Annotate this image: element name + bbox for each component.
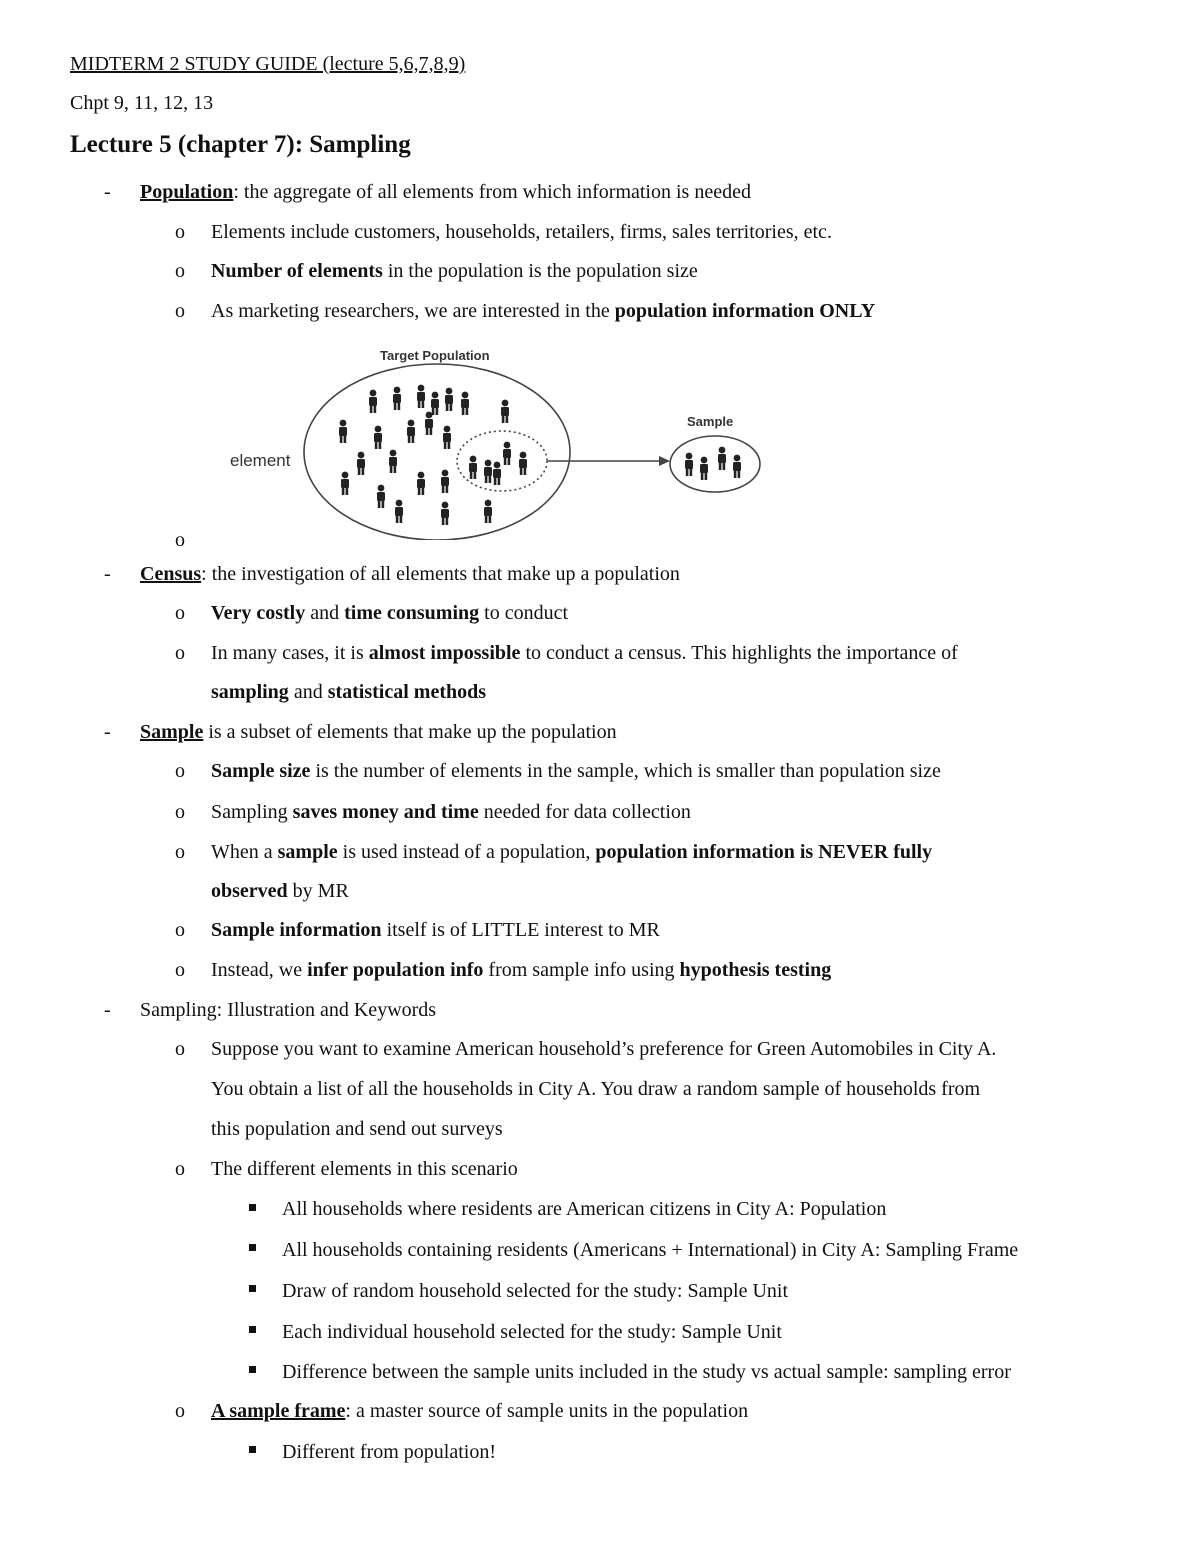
sample-bullet-4: Sample information itself is of LITTLE interest to MR — [211, 919, 660, 941]
population-bullet-2: Number of elements in the population is the population size — [211, 260, 698, 282]
chapters-line: Chpt 9, 11, 12, 13 — [70, 92, 214, 114]
illustration-para-line-2: You obtain a list of all the households in City A. You draw a random sample of households from — [211, 1078, 981, 1100]
population-bullet-3: As marketing researchers, we are interested in the population information ONLY — [211, 300, 876, 322]
circle-bullet: o — [175, 959, 185, 981]
sampling-diagram — [225, 340, 770, 540]
square-bullet — [249, 1446, 256, 1453]
sample-frame-def: A sample frame: a master source of sample units in the population — [211, 1400, 749, 1422]
census-def: Census: the investigation of all elements that make up a population — [140, 563, 680, 585]
circle-bullet: o — [175, 1400, 185, 1422]
square-bullet — [249, 1204, 256, 1211]
sample-people — [685, 447, 741, 480]
sample-bullet-2: Sampling saves money and time needed for data collection — [211, 801, 691, 823]
circle-bullet: o — [175, 841, 185, 863]
circle-bullet: o — [175, 529, 185, 551]
circle-bullet: o — [175, 1038, 185, 1060]
population-bullet-1: Elements include customers, households, retailers, firms, sales territories, etc. — [211, 221, 832, 243]
illustration-heading: Sampling: Illustration and Keywords — [140, 999, 437, 1021]
sample-frame-item: Different from population! — [282, 1441, 497, 1463]
target-population-label: Target Population — [380, 348, 490, 363]
census-bullet-1: Very costly and time consuming to conduct — [211, 602, 569, 624]
scenario-item: All households containing residents (Americans + International) in City A: Sampling Frame — [282, 1239, 1019, 1261]
lecture-heading: Lecture 5 (chapter 7): Sampling — [70, 131, 411, 158]
illustration-para-2: The different elements in this scenario — [211, 1158, 518, 1180]
sample-ellipse — [670, 436, 760, 492]
element-label: element — [230, 451, 291, 470]
circle-bullet: o — [175, 260, 185, 282]
population-ellipse — [304, 364, 570, 540]
sample-bullet-1: Sample size is the number of elements in the sample, which is smaller than population size — [211, 760, 941, 782]
sample-bullet-5: Instead, we infer population info from sample info using hypothesis testing — [211, 959, 832, 981]
circle-bullet: o — [175, 760, 185, 782]
sample-def: Sample is a subset of elements that make up the population — [140, 721, 617, 743]
sample-bullet-3: When a sample is used instead of a population, population information is NEVER fully — [211, 841, 933, 863]
arrow-head — [659, 456, 670, 466]
scenario-item: All households where residents are American citizens in City A: Population — [282, 1198, 887, 1220]
census-bullet-2-cont: sampling and statistical methods — [211, 681, 487, 703]
circle-bullet: o — [175, 1158, 185, 1180]
illustration-para-line-3: this population and send out surveys — [211, 1118, 503, 1140]
dash-bullet: - — [104, 563, 111, 585]
dash-bullet: - — [104, 999, 111, 1021]
sampled-people — [469, 442, 527, 485]
circle-bullet: o — [175, 300, 185, 322]
circle-bullet: o — [175, 221, 185, 243]
population-def: Population: the aggregate of all elements from which information is needed — [140, 181, 751, 203]
scenario-item: Difference between the sample units included in the study vs actual sample: sampling error — [282, 1361, 1011, 1383]
square-bullet — [249, 1326, 256, 1333]
sample-bullet-3-cont: observed by MR — [211, 880, 349, 902]
square-bullet — [249, 1285, 256, 1292]
scenario-item: Each individual household selected for the study: Sample Unit — [282, 1321, 782, 1343]
scenario-item: Draw of random household selected for the study: Sample Unit — [282, 1280, 788, 1302]
circle-bullet: o — [175, 642, 185, 664]
document-title: MIDTERM 2 STUDY GUIDE (lecture 5,6,7,8,9) — [70, 53, 466, 75]
illustration-para-line-1: Suppose you want to examine American household’s preference for Green Automobiles in City A. — [211, 1038, 997, 1060]
square-bullet — [249, 1244, 256, 1251]
dash-bullet: - — [104, 181, 111, 203]
circle-bullet: o — [175, 919, 185, 941]
circle-bullet: o — [175, 801, 185, 823]
square-bullet — [249, 1366, 256, 1373]
census-bullet-2: In many cases, it is almost impossible to conduct a census. This highlights the importance of — [211, 642, 958, 664]
dash-bullet: - — [104, 721, 111, 743]
sample-label: Sample — [687, 414, 734, 429]
population-people — [339, 385, 509, 525]
circle-bullet: o — [175, 602, 185, 624]
